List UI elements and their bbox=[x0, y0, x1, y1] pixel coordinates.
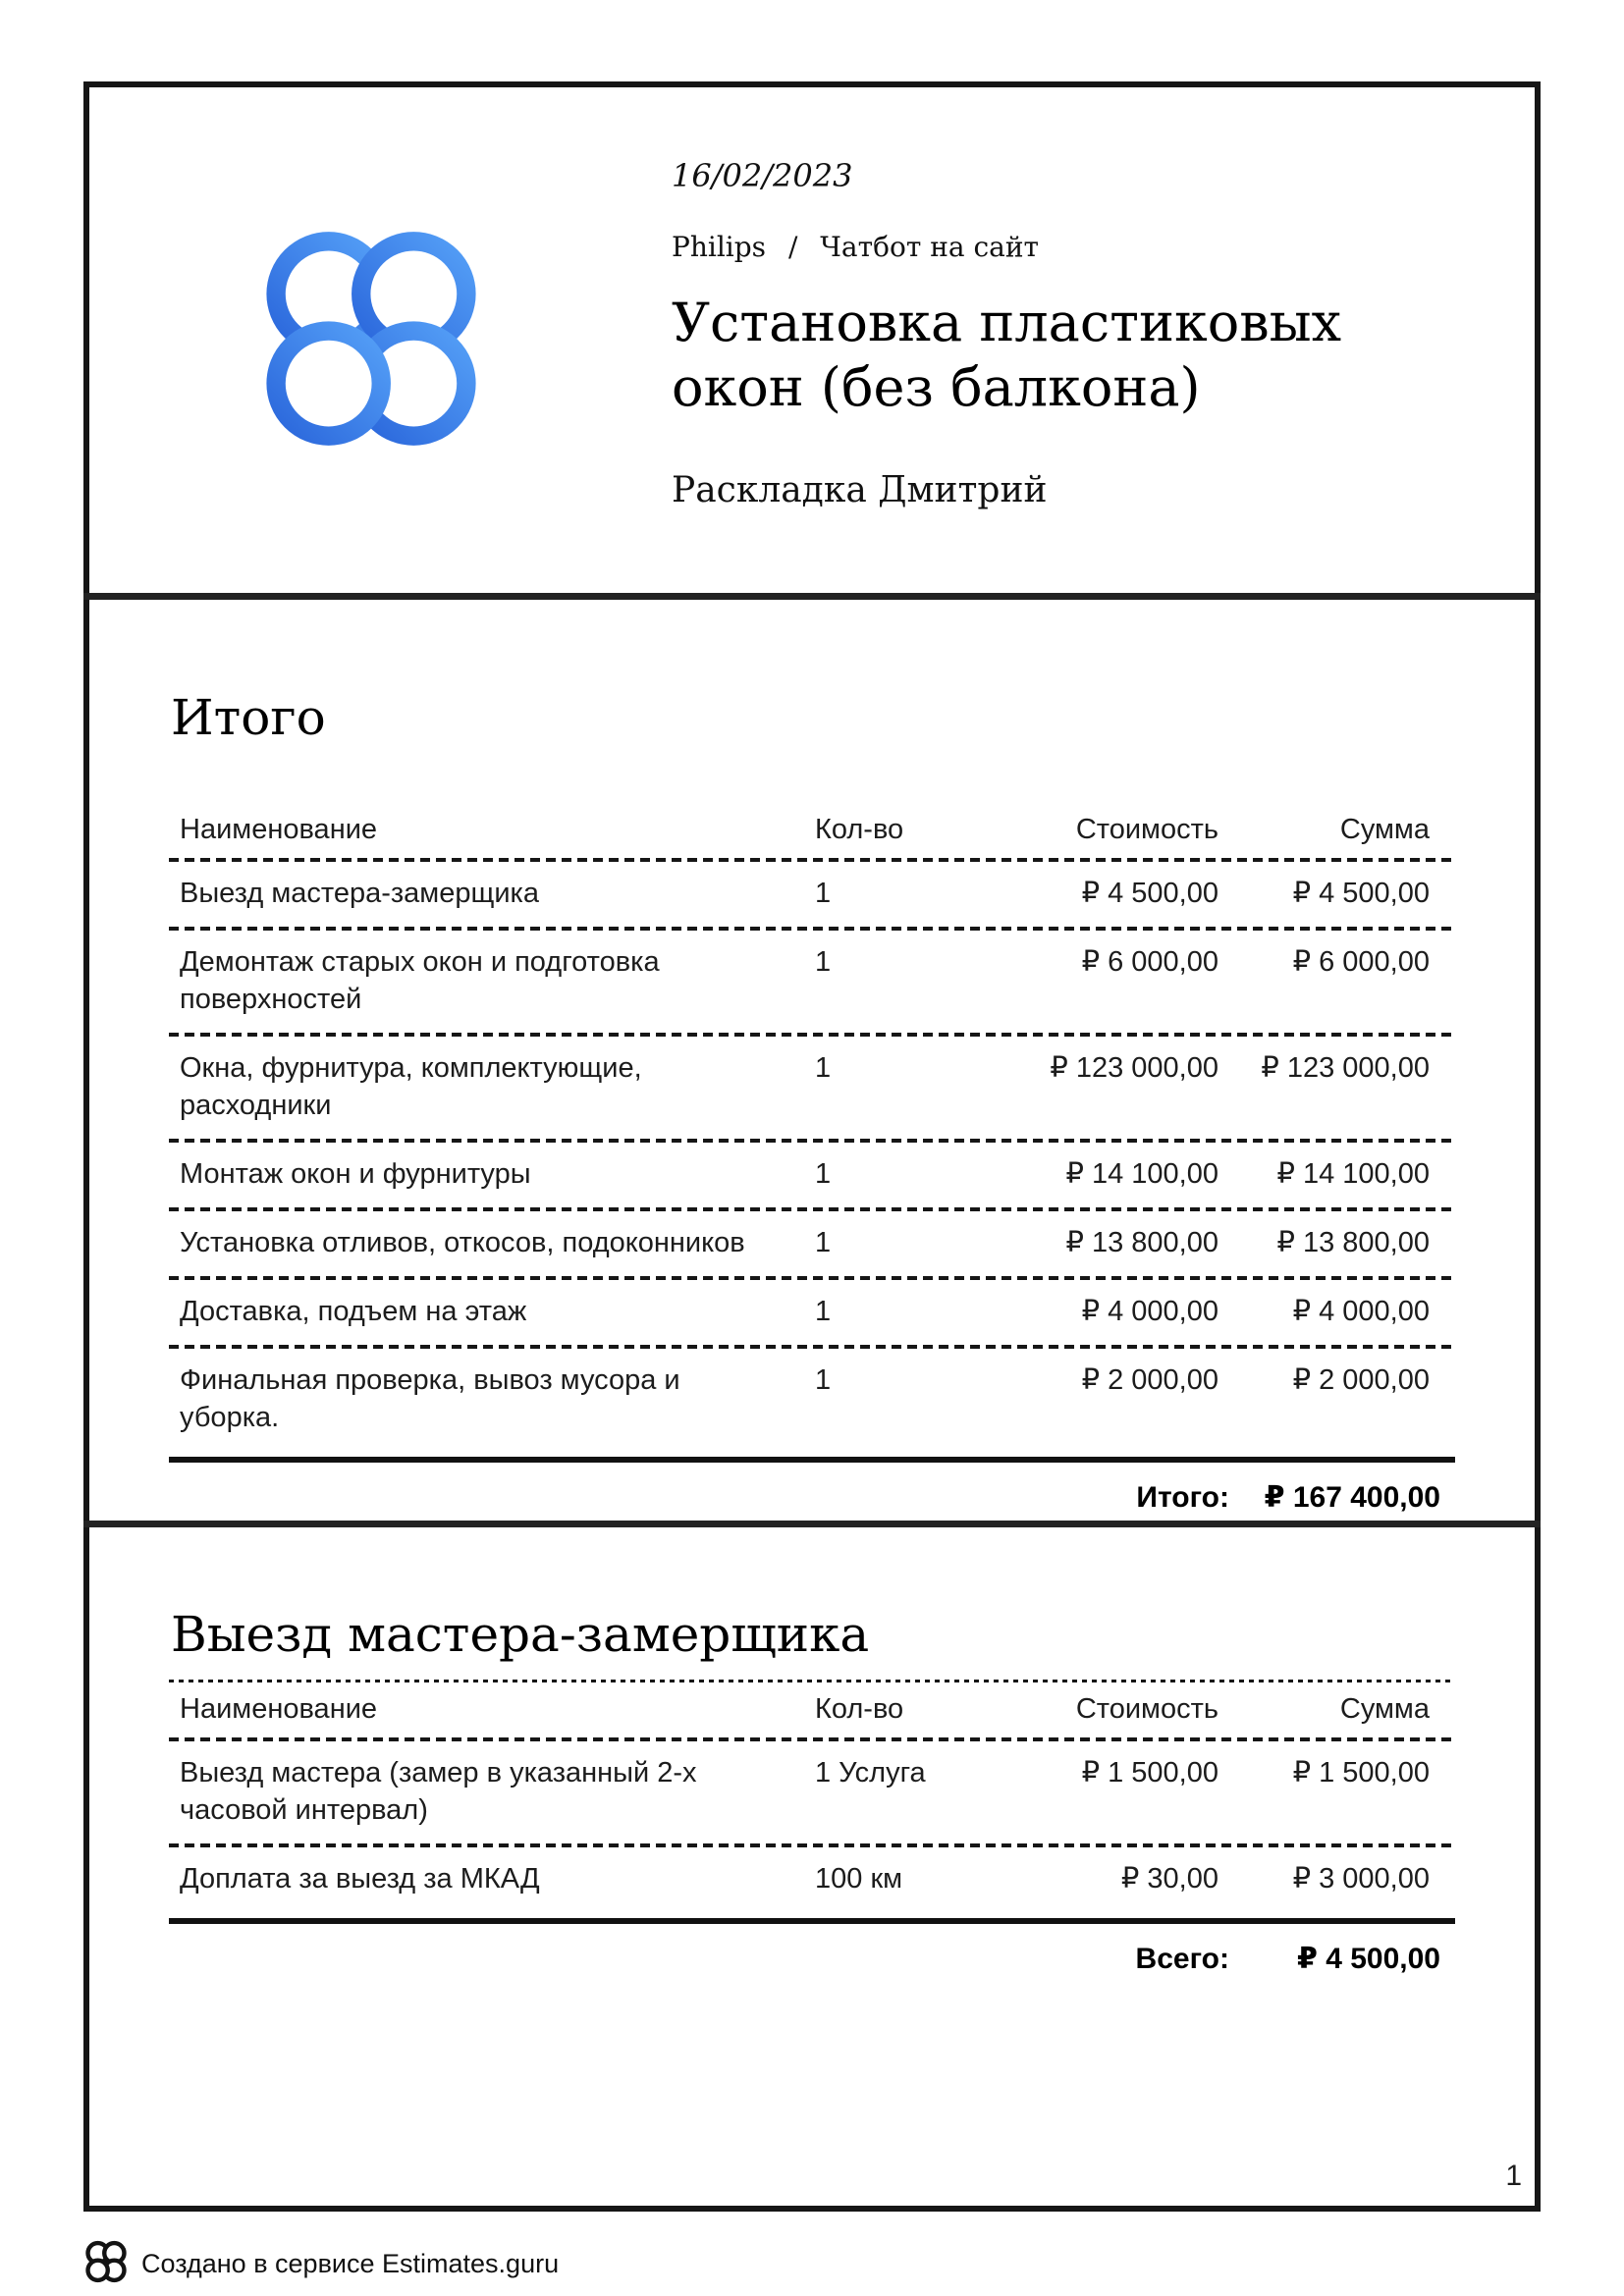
cell-sum: ₽ 1 500,00 bbox=[1292, 1757, 1430, 1789]
table-row bbox=[169, 1741, 1455, 1843]
cell-qty: 1 bbox=[815, 946, 832, 978]
cell-name: Окна, фурнитура, комплектующие, расходники bbox=[180, 1052, 642, 1121]
cell-qty: 1 bbox=[815, 1158, 832, 1190]
cell-price: ₽ 4 000,00 bbox=[1081, 1296, 1218, 1327]
cell-price: ₽ 13 800,00 bbox=[1065, 1227, 1218, 1258]
document-title: Установка пластиковых окон (без балкона) bbox=[672, 292, 1342, 418]
cell-price: ₽ 14 100,00 bbox=[1065, 1158, 1218, 1190]
detail-totals-row bbox=[169, 1924, 1455, 1976]
table-row bbox=[169, 1280, 1455, 1345]
cell-qty: 100 км bbox=[815, 1863, 903, 1895]
cell-sum: ₽ 2 000,00 bbox=[1292, 1364, 1430, 1396]
cell-qty: 1 bbox=[815, 1296, 832, 1327]
cell-name: Демонтаж старых окон и подготовка поверхностей bbox=[180, 946, 660, 1015]
column-header-price: Стоимость bbox=[1075, 1693, 1218, 1725]
table-header-row bbox=[169, 803, 1455, 858]
breadcrumb bbox=[672, 230, 1053, 265]
cell-qty: 1 bbox=[815, 1364, 832, 1396]
cell-name: Выезд мастера (замер в указанный 2-х часовой интервал) bbox=[180, 1757, 697, 1826]
column-header-price: Стоимость bbox=[1075, 814, 1218, 845]
total-label: Всего: bbox=[1135, 1943, 1229, 1975]
clover-logo-icon bbox=[258, 227, 484, 451]
footer-credit: Создано в сервисе Estimates.guru bbox=[141, 2249, 560, 2278]
table-row bbox=[169, 1349, 1455, 1451]
column-header-qty: Кол-во bbox=[815, 1693, 904, 1725]
cell-name: Финальная проверка, вывоз мусора и уборка. bbox=[180, 1364, 680, 1433]
breadcrumb-separator: / bbox=[787, 231, 798, 263]
document-date: 16/02/2023 bbox=[672, 157, 853, 194]
table-row bbox=[169, 1143, 1455, 1207]
column-header-sum: Сумма bbox=[1339, 1693, 1430, 1725]
cell-name: Выезд мастера-замерщика bbox=[180, 878, 540, 909]
column-header-qty: Кол-во bbox=[815, 814, 904, 845]
detail-table bbox=[169, 1680, 1455, 1976]
cell-sum: ₽ 4 500,00 bbox=[1292, 878, 1430, 909]
cell-qty: 1 bbox=[815, 878, 832, 909]
table-row bbox=[169, 1847, 1455, 1912]
cell-sum: ₽ 13 800,00 bbox=[1276, 1227, 1430, 1258]
cell-qty: 1 Услуга bbox=[815, 1757, 926, 1789]
summary-heading: Итого bbox=[171, 689, 326, 746]
cell-name: Доплата за выезд за МКАД bbox=[180, 1863, 540, 1895]
cell-price: ₽ 4 500,00 bbox=[1081, 878, 1218, 909]
column-header-sum: Сумма bbox=[1339, 814, 1430, 845]
section-divider bbox=[83, 1521, 1541, 1527]
cell-sum: ₽ 6 000,00 bbox=[1292, 946, 1430, 978]
column-header-name: Наименование bbox=[180, 1693, 378, 1725]
summary-table bbox=[169, 803, 1455, 1515]
cell-qty: 1 bbox=[815, 1227, 832, 1258]
cell-name: Установка отливов, откосов, подоконников bbox=[180, 1227, 745, 1258]
total-value: ₽ 167 400,00 bbox=[1264, 1481, 1440, 1514]
cell-price: ₽ 30,00 bbox=[1120, 1863, 1218, 1895]
detail-heading: Выезд мастера-замерщика bbox=[171, 1606, 870, 1663]
breadcrumb-company: Philips bbox=[672, 231, 767, 263]
cell-name: Доставка, подъем на этаж bbox=[180, 1296, 527, 1327]
cell-sum: ₽ 4 000,00 bbox=[1292, 1296, 1430, 1327]
summary-totals-row bbox=[169, 1463, 1455, 1515]
cell-sum: ₽ 123 000,00 bbox=[1261, 1052, 1430, 1084]
table-header-row bbox=[169, 1682, 1455, 1737]
page-number: 1 bbox=[1505, 2160, 1522, 2192]
total-label: Итого: bbox=[1136, 1481, 1229, 1514]
table-row bbox=[169, 931, 1455, 1033]
cell-price: ₽ 123 000,00 bbox=[1050, 1052, 1218, 1084]
document-subtitle: Раскладка Дмитрий bbox=[672, 470, 1048, 510]
table-row bbox=[169, 862, 1455, 927]
total-value: ₽ 4 500,00 bbox=[1297, 1943, 1440, 1975]
section-divider bbox=[83, 593, 1541, 600]
cell-sum: ₽ 3 000,00 bbox=[1292, 1863, 1430, 1895]
column-header-name: Наименование bbox=[180, 814, 378, 845]
cell-sum: ₽ 14 100,00 bbox=[1276, 1158, 1430, 1190]
cell-price: ₽ 2 000,00 bbox=[1081, 1364, 1218, 1396]
table-row bbox=[169, 1211, 1455, 1276]
cell-price: ₽ 1 500,00 bbox=[1081, 1757, 1218, 1789]
cell-price: ₽ 6 000,00 bbox=[1081, 946, 1218, 978]
clover-logo-small-icon bbox=[84, 2239, 128, 2284]
table-row bbox=[169, 1037, 1455, 1139]
cell-qty: 1 bbox=[815, 1052, 832, 1084]
breadcrumb-project: Чатбот на сайт bbox=[820, 231, 1039, 263]
cell-name: Монтаж окон и фурнитуры bbox=[180, 1158, 531, 1190]
